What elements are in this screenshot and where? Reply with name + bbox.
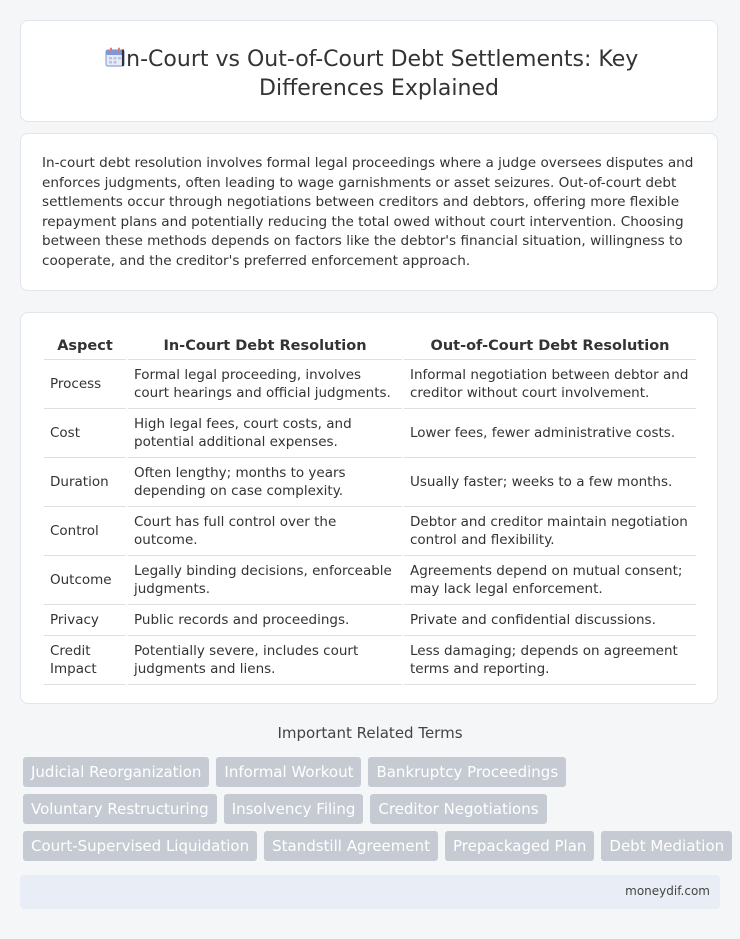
intro-card xyxy=(20,133,718,291)
table-row xyxy=(44,360,696,409)
cell-aspect: Duration xyxy=(44,458,126,507)
related-terms-title: Important Related Terms xyxy=(277,724,463,742)
tag-debt-mediation[interactable]: Debt Mediation xyxy=(601,831,732,861)
intro-paragraph: In-court debt resolution involves formal legal proceedings where a judge oversees disputes and enforces judgments, often leading to wage garnishments or asset seizures. Out-of-court debt settlements occur through negotiations between creditors and debtors, offering more flexible repayment plans and potentially reducing the total owed without court intervention. Choosing between these methods depends on factors like the debtor's financial situation, willingness to cooperate, and the creditor's preferred enforcement approach. xyxy=(42,155,694,269)
header-out-of-court: Out-of-Court Debt Resolution xyxy=(404,333,696,360)
cell-in-court: Potentially severe, includes court judgments and liens. xyxy=(128,636,402,685)
comparison-table-card xyxy=(20,312,718,704)
title-card xyxy=(20,20,718,122)
cell-in-court: Legally binding decisions, enforceable judgments. xyxy=(128,556,402,605)
cell-aspect: Control xyxy=(44,507,126,556)
cell-in-court: High legal fees, court costs, and potential additional expenses. xyxy=(128,409,402,458)
footer xyxy=(20,875,720,909)
tag-voluntary-restructuring[interactable]: Voluntary Restructuring xyxy=(23,794,217,824)
tag-judicial-reorganization[interactable]: Judicial Reorganization xyxy=(23,757,209,787)
tag-creditor-negotiations[interactable]: Creditor Negotiations xyxy=(370,794,546,824)
cell-aspect: Credit Impact xyxy=(44,636,126,685)
cell-aspect: Cost xyxy=(44,409,126,458)
cell-aspect: Outcome xyxy=(44,556,126,605)
header-in-court: In-Court Debt Resolution xyxy=(128,333,402,360)
cell-out-of-court: Private and confidential discussions. xyxy=(404,605,696,636)
cell-out-of-court: Informal negotiation between debtor and creditor without court involvement. xyxy=(404,360,696,409)
cell-out-of-court: Usually faster; weeks to a few months. xyxy=(404,458,696,507)
cell-in-court: Public records and proceedings. xyxy=(128,605,402,636)
header-aspect: Aspect xyxy=(44,333,126,360)
table-row xyxy=(44,636,696,685)
tag-standstill-agreement[interactable]: Standstill Agreement xyxy=(264,831,438,861)
cell-aspect: Process xyxy=(44,360,126,409)
comparison-table xyxy=(42,333,698,685)
cell-out-of-court: Debtor and creditor maintain negotiation control and flexibility. xyxy=(404,507,696,556)
cell-out-of-court: Less damaging; depends on agreement terms and reporting. xyxy=(404,636,696,685)
cell-out-of-court: Lower fees, fewer administrative costs. xyxy=(404,409,696,458)
tag-informal-workout[interactable]: Informal Workout xyxy=(216,757,361,787)
tag-bankruptcy-proceedings[interactable]: Bankruptcy Proceedings xyxy=(368,757,566,787)
tag-court-supervised-liquidation[interactable]: Court-Supervised Liquidation xyxy=(23,831,257,861)
footer-site: moneydif.com xyxy=(625,884,710,898)
tag-prepackaged-plan[interactable]: Prepackaged Plan xyxy=(445,831,594,861)
page-title: In-Court vs Out-of-Court Debt Settlements: Key Differences Explained xyxy=(119,47,639,101)
cell-in-court: Often lengthy; months to years depending on case complexity. xyxy=(128,458,402,507)
cell-aspect: Privacy xyxy=(44,605,126,636)
related-terms-tags xyxy=(23,757,725,868)
table-row xyxy=(44,507,696,556)
table-row xyxy=(44,409,696,458)
cell-in-court: Court has full control over the outcome. xyxy=(128,507,402,556)
cell-out-of-court: Agreements depend on mutual consent; may lack legal enforcement. xyxy=(404,556,696,605)
table-row xyxy=(44,556,696,605)
table-row xyxy=(44,605,696,636)
tag-insolvency-filing[interactable]: Insolvency Filing xyxy=(224,794,364,824)
cell-in-court: Formal legal proceeding, involves court hearings and official judgments. xyxy=(128,360,402,409)
table-row xyxy=(44,458,696,507)
table-header-row xyxy=(44,333,696,360)
